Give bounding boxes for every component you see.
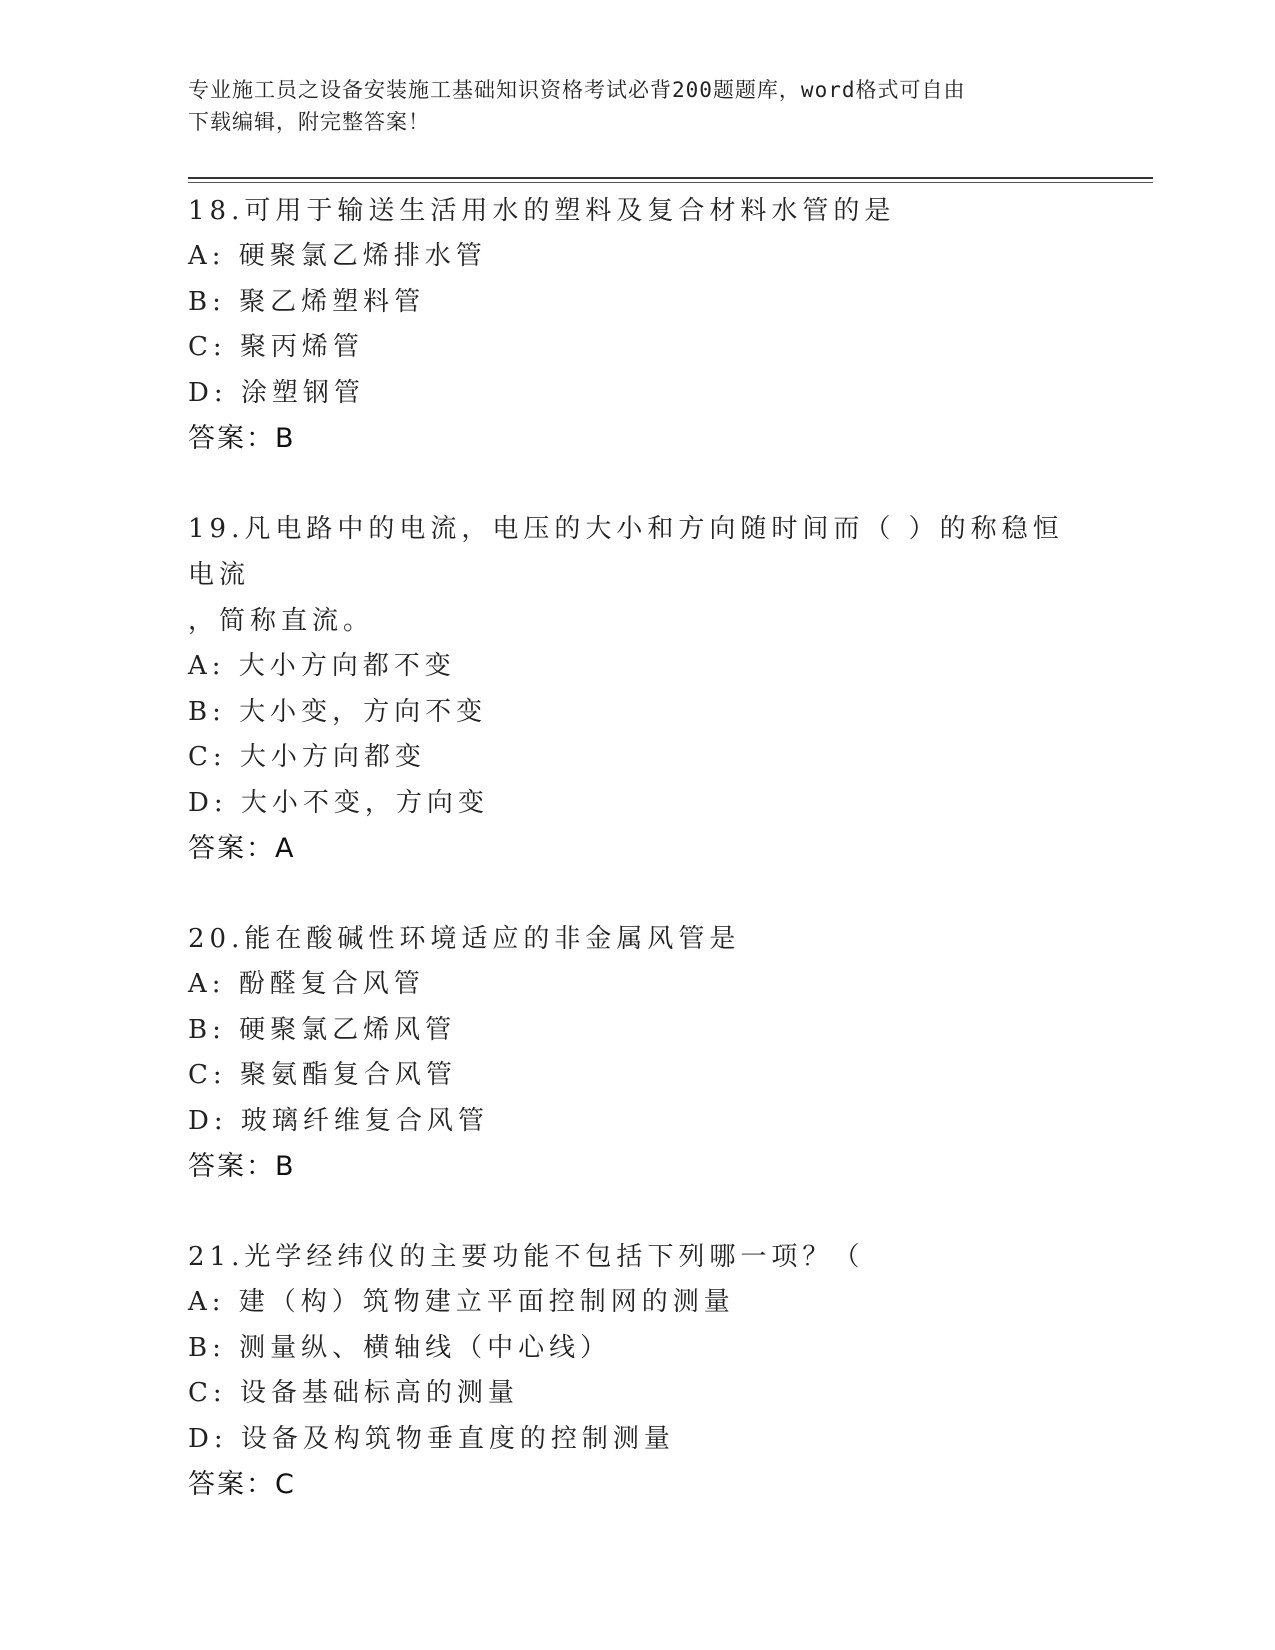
option-d: D: 玻璃纤维复合风管 (188, 1105, 489, 1136)
answer: 答案：C (188, 1469, 296, 1500)
option-a: A: 建（构）筑物建立平面控制网的测量 (188, 1287, 735, 1317)
question-stem: 19.凡电路中的电流，电压的大小和方向随时间而（ ）的称稳恒电流 (188, 514, 1064, 590)
header-line-2: 下载编辑，附完整答案！ (188, 110, 430, 134)
document-header (188, 74, 1068, 138)
option-b: B: 大小变，方向不变 (188, 696, 488, 727)
option-d: D: 设备及构筑物垂直度的控制测量 (188, 1423, 675, 1454)
question-19 (188, 506, 1088, 872)
answer: 答案：B (188, 423, 296, 454)
option-c: C: 聚氨酯复合风管 (188, 1060, 457, 1090)
question-21 (188, 1234, 1088, 1508)
option-b: B: 聚乙烯塑料管 (188, 286, 426, 317)
header-line-1: 专业施工员之设备安装施工基础知识资格考试必背200题题库，word格式可自由 (188, 78, 966, 102)
option-c: C: 聚丙烯管 (188, 332, 364, 362)
option-b: B: 硬聚氯乙烯风管 (188, 1014, 457, 1045)
question-stem-continued: ，简称直流。 (188, 606, 375, 636)
question-stem: 21.光学经纬仪的主要功能不包括下列哪一项？（ (188, 1242, 865, 1272)
option-a: A: 大小方向都不变 (188, 651, 456, 681)
option-c: C: 大小方向都变 (188, 742, 426, 772)
option-a: A: 酚醛复合风管 (188, 969, 425, 999)
option-c: C: 设备基础标高的测量 (188, 1378, 519, 1408)
question-stem: 20.能在酸碱性环境适应的非金属风管是 (188, 924, 741, 954)
option-a: A: 硬聚氯乙烯排水管 (188, 241, 487, 271)
header-divider-thin (188, 182, 1153, 183)
option-b: B: 测量纵、横轴线（中心线） (188, 1332, 612, 1363)
question-list (188, 188, 1088, 1552)
option-d: D: 涂塑钢管 (188, 377, 365, 408)
answer: 答案：A (188, 833, 296, 864)
question-stem: 18.可用于输送生活用水的塑料及复合材料水管的是 (188, 196, 896, 226)
question-20 (188, 916, 1088, 1190)
option-d: D: 大小不变，方向变 (188, 787, 489, 818)
question-18 (188, 188, 1088, 462)
header-divider-thick (188, 177, 1153, 179)
answer: 答案：B (188, 1151, 296, 1182)
